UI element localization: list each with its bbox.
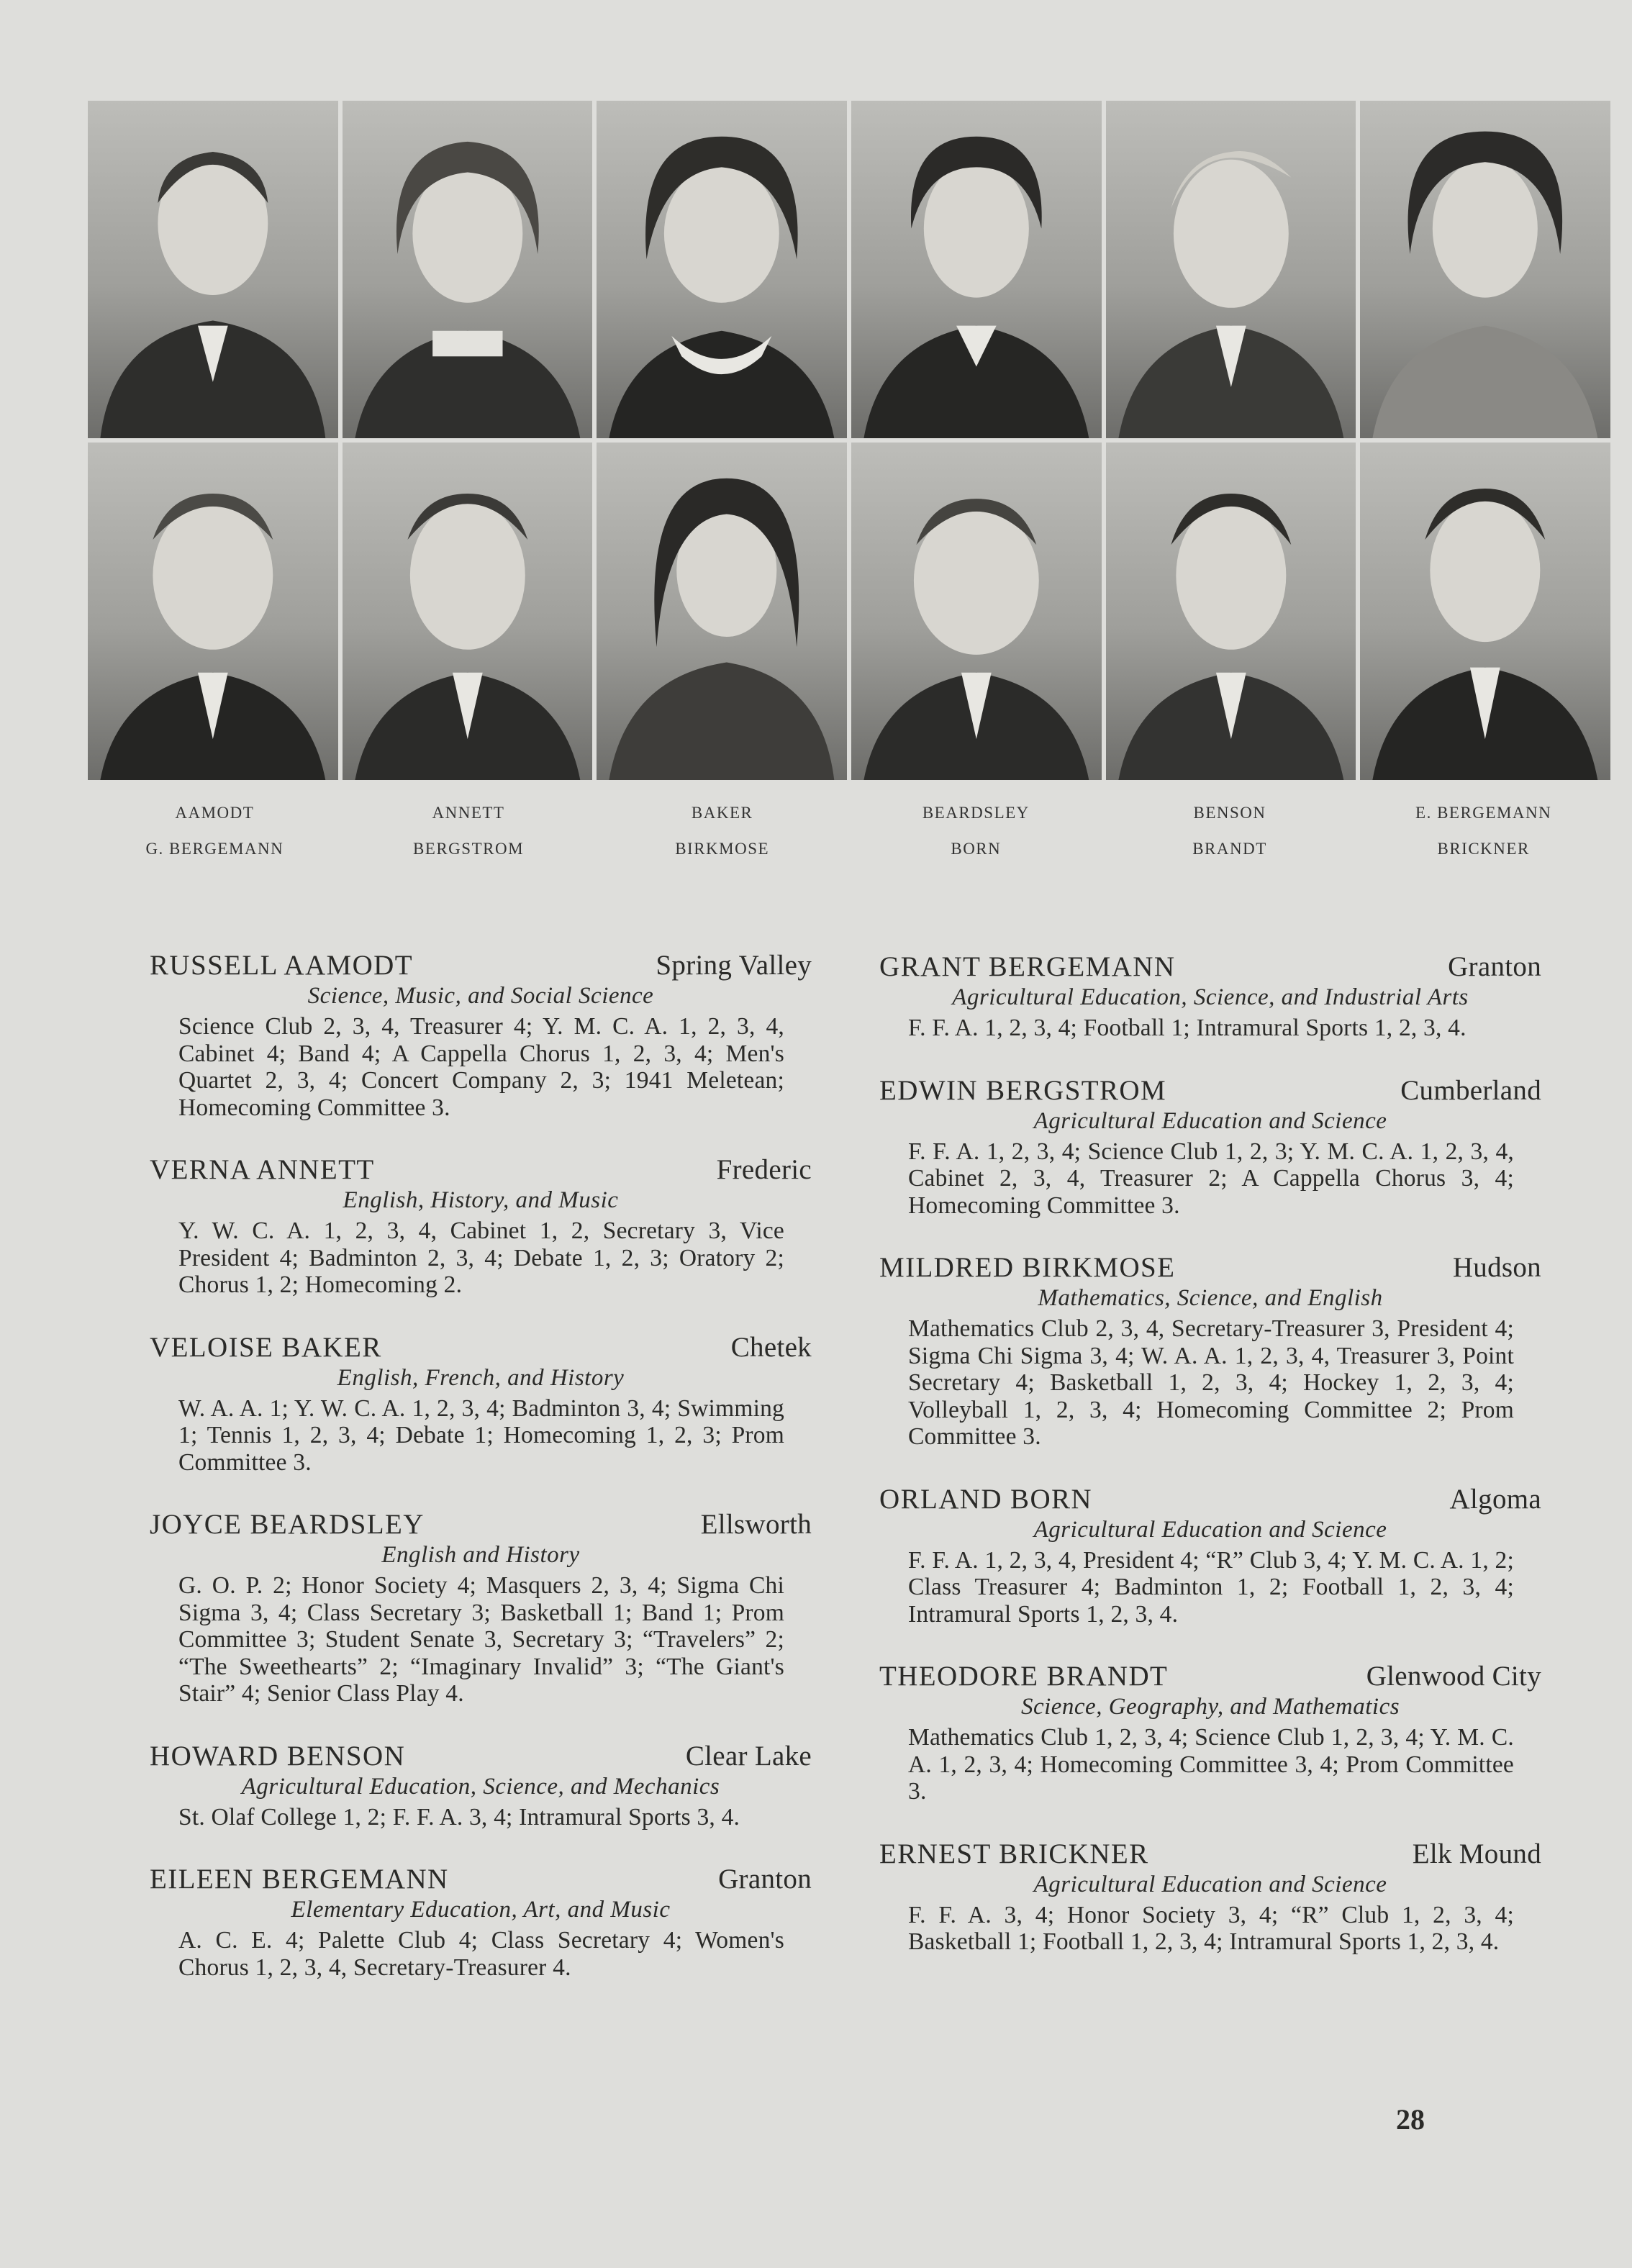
student-major: English, French, and History	[337, 1364, 625, 1391]
student-major: Agricultural Education, Science, and Mechanics	[241, 1773, 720, 1800]
hometown: Hudson	[1452, 1252, 1541, 1283]
student-entry	[150, 1509, 812, 1707]
caption-row-2	[88, 840, 1610, 858]
hometown: Cumberland	[1400, 1074, 1541, 1106]
student-entry	[150, 1741, 812, 1831]
caption: AAMODT	[175, 804, 255, 822]
student-activities: Y. W. C. A. 1, 2, 3, 4, Cabinet 1, 2, Secretary 3, Vice President 4; Badminton 2, 3, 4; Debate 1, 2, 3; Oratory 2; Chorus 1, 2; Homecoming 2.	[178, 1217, 784, 1298]
student-entry	[879, 1661, 1541, 1805]
student-activities: G. O. P. 2; Honor Society 4; Masquers 2, 3, 4; Sigma Chi Sigma 3, 4; Class Secretary 3; Basketball 1; Band 1; Prom Committee 3; Student Senate 3, Secretary 3; “Travelers” 2; “The Sweethearts” 2; “Imaginary Invalid” 3; “The Giant's Stair” 4; Senior Class Play 4.	[178, 1572, 784, 1707]
hometown: Elk Mound	[1412, 1838, 1541, 1869]
student-activities: F. F. A. 1, 2, 3, 4; Science Club 1, 2, 3; Y. M. C. A. 1, 2, 3, 4, Cabinet 2, 3, 4, Treasurer 2; A Cappella Chorus 3, 4; Homecoming Committee 3.	[908, 1138, 1514, 1219]
caption: G. BERGEMANN	[145, 840, 284, 858]
portrait-photo	[597, 101, 847, 438]
hometown: Glenwood City	[1366, 1661, 1541, 1692]
student-name: RUSSELL AAMODT	[150, 950, 413, 981]
student-name: MILDRED BIRKMOSE	[879, 1252, 1176, 1283]
hometown: Granton	[1448, 951, 1541, 982]
student-entry	[150, 1864, 812, 1981]
caption: BAKER	[691, 804, 753, 822]
caption: BERGSTROM	[412, 840, 525, 858]
student-activities: Mathematics Club 2, 3, 4, Secretary-Treasurer 3, President 4; Sigma Chi Sigma 3, 4; W. A. A. 1, 2, 3, 4, Treasurer 3, Point Secretary 4; Basketball 1, 2, 3, 4; Hockey 1, 2, 3, 4; Volleyball 1, 2, 3, 4; Homecoming Committee 2; Prom Committee 3.	[908, 1315, 1514, 1450]
student-major: Science, Geography, and Mathematics	[1020, 1694, 1400, 1720]
portrait-photo	[1360, 101, 1610, 438]
caption: BRANDT	[1192, 840, 1267, 858]
student-name: EDWIN BERGSTROM	[879, 1074, 1167, 1106]
student-activities: Mathematics Club 1, 2, 3, 4; Science Club 1, 2, 3, 4; Y. M. C. A. 1, 2, 3, 4; Homecoming Committee 3, 4; Prom Committee 3.	[908, 1724, 1514, 1805]
portrait-grid	[88, 101, 1610, 780]
caption: BEARDSLEY	[922, 804, 1030, 822]
student-activities: F. F. A. 1, 2, 3, 4, President 4; “R” Club 3, 4; Y. M. C. A. 1, 2; Class Treasurer 4; Badminton 1, 2; Football 1, 2, 3, 4; Intramural Sports 1, 2, 3, 4.	[908, 1546, 1514, 1628]
portrait-photo	[343, 101, 593, 438]
hometown: Ellsworth	[700, 1509, 812, 1540]
student-name: THEODORE BRANDT	[879, 1661, 1169, 1692]
student-entry	[879, 1075, 1541, 1220]
student-name: HOWARD BENSON	[150, 1740, 406, 1772]
student-name: EILEEN BERGEMANN	[150, 1864, 449, 1895]
hometown: Clear Lake	[685, 1740, 812, 1772]
caption: BIRKMOSE	[675, 840, 770, 858]
left-column	[150, 950, 812, 2014]
student-major: Agricultural Education and Science	[1033, 1516, 1387, 1543]
student-major: Agricultural Education and Science	[1033, 1871, 1387, 1897]
student-activities: A. C. E. 4; Palette Club 4; Class Secretary 4; Women's Chorus 1, 2, 3, 4, Secretary-Treasurer 4.	[178, 1927, 784, 1981]
hometown: Chetek	[730, 1331, 812, 1363]
student-activities: Science Club 2, 3, 4, Treasurer 4; Y. M. C. A. 1, 2, 3, 4, Cabinet 4; Band 4; A Cappella Chorus 1, 2, 3, 4; Men's Quartet 2, 3, 4; Concert Company 2, 3; 1941 Meletean; Homecoming Committee 3.	[178, 1013, 784, 1121]
portrait-photo	[1360, 443, 1610, 780]
portrait-photo	[851, 443, 1102, 780]
caption: ANNETT	[432, 804, 505, 822]
student-activities: W. A. A. 1; Y. W. C. A. 1, 2, 3, 4; Badminton 3, 4; Swimming 1; Tennis 1, 2, 3, 4; Debate 1; Homecoming 1, 2, 3; Prom Committee 3.	[178, 1394, 784, 1476]
right-column	[879, 951, 1541, 1989]
student-name: VELOISE BAKER	[150, 1331, 382, 1363]
student-entry	[150, 950, 812, 1121]
student-major: Mathematics, Science, and English	[1038, 1285, 1383, 1311]
caption: E. BERGEMANN	[1415, 804, 1552, 822]
student-entry	[150, 1154, 812, 1299]
portrait-photo	[88, 101, 338, 438]
portrait-photo	[88, 443, 338, 780]
caption: BRICKNER	[1437, 840, 1530, 858]
student-name: ORLAND BORN	[879, 1483, 1092, 1515]
student-name: GRANT BERGEMANN	[879, 951, 1176, 982]
student-activities: St. Olaf College 1, 2; F. F. A. 3, 4; Intramural Sports 3, 4.	[178, 1803, 740, 1831]
student-entry	[879, 1484, 1541, 1628]
hometown: Frederic	[716, 1154, 812, 1185]
hometown: Algoma	[1449, 1483, 1541, 1515]
hometown: Spring Valley	[656, 950, 812, 981]
student-major: Agricultural Education and Science	[1033, 1107, 1387, 1134]
page-number: 28	[1396, 2103, 1425, 2136]
student-entry	[150, 1332, 812, 1477]
caption: BORN	[951, 840, 1002, 858]
student-major: Science, Music, and Social Science	[307, 983, 654, 1009]
student-entry	[879, 1252, 1541, 1451]
student-major: Elementary Education, Art, and Music	[291, 1897, 671, 1923]
student-entry	[879, 951, 1541, 1042]
student-major: Agricultural Education, Science, and Industrial Arts	[952, 984, 1469, 1010]
portrait-photo	[1106, 443, 1356, 780]
portrait-photo	[1106, 101, 1356, 438]
student-name: ERNEST BRICKNER	[879, 1838, 1149, 1869]
caption: BENSON	[1193, 804, 1266, 822]
student-major: English, History, and Music	[343, 1187, 619, 1213]
student-name: JOYCE BEARDSLEY	[150, 1509, 425, 1540]
student-activities: F. F. A. 3, 4; Honor Society 3, 4; “R” Club 1, 2, 3, 4; Basketball 1; Football 1, 2, 3, 4; Intramural Sports 1, 2, 3, 4.	[908, 1901, 1514, 1955]
student-activities: F. F. A. 1, 2, 3, 4; Football 1; Intramural Sports 1, 2, 3, 4.	[908, 1015, 1466, 1041]
hometown: Granton	[718, 1864, 812, 1895]
student-major: English and History	[381, 1542, 580, 1568]
portrait-photo	[343, 443, 593, 780]
student-entry	[879, 1838, 1541, 1956]
portrait-photo	[851, 101, 1102, 438]
portrait-photo	[597, 443, 847, 780]
caption-row-1	[88, 804, 1610, 822]
student-name: VERNA ANNETT	[150, 1154, 375, 1185]
